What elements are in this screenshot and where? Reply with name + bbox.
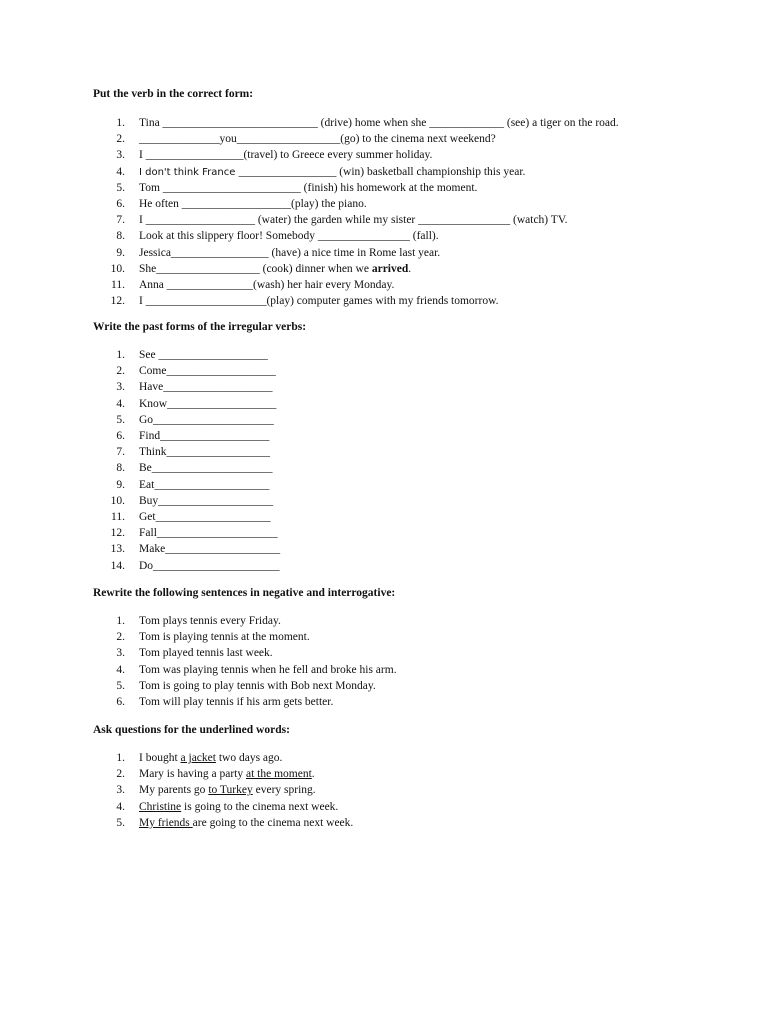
item-number: 2.	[116, 365, 125, 378]
item-number: 8.	[116, 462, 125, 475]
item-text	[139, 525, 278, 541]
text-segment: He often ___________________(play) the piano.	[139, 198, 367, 210]
item-number: 5.	[116, 679, 125, 692]
item-text	[139, 766, 315, 782]
item-number: 3.	[116, 784, 125, 797]
text-segment: I bought	[139, 752, 181, 764]
text-segment: I ___________________ (water) the garden while my sister ________________ (watch) TV.	[139, 214, 568, 227]
text-segment: Jessica_________________ (have) a nice time in Rome last year.	[139, 246, 441, 259]
text-segment: Do______________________	[139, 559, 280, 572]
item-text	[139, 164, 525, 181]
text-segment: ______________you__________________(go) to the cinema next weekend?	[139, 133, 496, 146]
text-segment: Come___________________	[139, 365, 276, 378]
item-text	[139, 750, 282, 766]
item-number: 14.	[110, 559, 125, 572]
text-segment: Tom was playing tennis when he fell and broke his arm.	[139, 663, 397, 676]
item-number: 6.	[116, 696, 125, 708]
item-text	[139, 460, 273, 476]
bold-word: arrived	[371, 262, 409, 275]
text-segment: Be_____________________	[139, 462, 273, 475]
underlined-phrase: at the moment	[246, 768, 312, 781]
item-text	[139, 196, 367, 212]
text-segment: Tom played tennis last week.	[139, 647, 273, 660]
item-text	[139, 799, 338, 815]
section-heading-ask-questions: Ask questions for the underlined words:	[93, 724, 290, 736]
text-segment: My parents go	[139, 784, 209, 797]
text-segment: every spring.	[252, 784, 316, 797]
item-text	[139, 428, 269, 444]
item-text	[139, 782, 316, 798]
item-text	[139, 541, 280, 557]
item-number: 2.	[116, 631, 125, 644]
item-number: 1.	[116, 615, 125, 627]
item-text	[139, 412, 274, 428]
item-text	[139, 509, 271, 525]
item-text	[139, 115, 619, 131]
item-number: 4.	[116, 800, 125, 813]
item-text	[139, 212, 568, 228]
item-text	[139, 678, 376, 694]
item-number: 10.	[110, 262, 125, 275]
item-text	[139, 477, 269, 493]
item-text	[139, 662, 397, 678]
item-number: 1.	[116, 117, 125, 129]
item-number: 2.	[116, 768, 125, 781]
item-text	[139, 379, 273, 395]
item-text	[139, 694, 333, 710]
item-number: 12.	[110, 295, 125, 308]
item-number: 11.	[111, 279, 125, 291]
text-segment: Tom is playing tennis at the moment.	[139, 631, 310, 644]
item-number: 5.	[116, 181, 125, 194]
item-number: 5.	[116, 816, 125, 829]
text-segment: Eat____________________	[139, 478, 270, 491]
text-segment: Tina ___________________________ (drive) home when she _____________ (see) a tiger on the road.	[139, 117, 619, 129]
text-segment: See ___________________	[139, 349, 268, 361]
text-segment: She__________________ (cook) dinner when we	[139, 262, 372, 275]
item-text	[139, 293, 499, 309]
item-number: 2.	[116, 133, 125, 146]
item-text	[139, 347, 268, 363]
text-segment: I don't think France	[139, 166, 239, 178]
text-segment: Think__________________	[139, 446, 270, 459]
text-segment: Anna _______________(wash) her hair every Monday.	[139, 279, 395, 291]
item-number: 4.	[116, 397, 125, 410]
text-segment: Tom ________________________ (finish) his homework at the moment.	[139, 181, 478, 194]
text-segment: Know___________________	[139, 397, 277, 410]
item-text	[139, 815, 353, 831]
text-segment: Have___________________	[139, 381, 273, 394]
item-text	[139, 245, 440, 261]
item-number: 11.	[111, 511, 125, 523]
item-number: 12.	[110, 527, 125, 540]
item-text	[139, 629, 310, 645]
item-number: 3.	[116, 647, 125, 660]
item-number: 9.	[116, 246, 125, 259]
text-segment: .	[408, 262, 412, 275]
item-text	[139, 180, 477, 196]
item-text	[139, 147, 432, 163]
text-segment: two days ago.	[215, 752, 283, 764]
item-text	[139, 277, 394, 293]
text-segment: I _________________(travel) to Greece every summer holiday.	[139, 149, 433, 162]
item-number: 13.	[110, 543, 125, 556]
item-text	[139, 558, 280, 574]
text-segment: Buy____________________	[139, 494, 274, 507]
item-text	[139, 613, 281, 629]
item-number: 9.	[116, 478, 125, 491]
item-number: 6.	[116, 430, 125, 442]
section-heading-verb-form: Put the verb in the correct form:	[93, 88, 254, 100]
item-number: 4.	[116, 165, 125, 178]
text-segment: Get____________________	[139, 511, 271, 523]
item-number: 4.	[116, 663, 125, 676]
underlined-phrase: Christine	[139, 800, 182, 813]
underlined-phrase: to Turkey	[208, 784, 253, 797]
text-segment: Tom will play tennis if his arm gets better.	[139, 696, 334, 708]
text-segment: Fall_____________________	[139, 527, 278, 540]
text-segment: .	[311, 768, 315, 781]
text-segment: _________________ (win) basketball championship this year.	[238, 165, 526, 178]
item-number: 5.	[116, 413, 125, 426]
item-number: 7.	[116, 214, 125, 227]
text-segment: Go_____________________	[139, 413, 274, 426]
text-segment: Mary is having a party	[139, 768, 246, 781]
item-number: 3.	[116, 381, 125, 394]
section-heading-negative-interrogative: Rewrite the following sentences in negative and interrogative:	[93, 587, 396, 599]
item-text	[139, 493, 273, 509]
item-text	[139, 228, 439, 244]
item-number: 1.	[116, 349, 125, 361]
section-heading-irregular-verbs: Write the past forms of the irregular verbs:	[93, 321, 307, 333]
item-text	[139, 261, 411, 277]
underlined-phrase: a jacket	[180, 752, 216, 764]
underlined-phrase: My friends	[139, 816, 193, 829]
item-number: 8.	[116, 230, 125, 243]
item-text	[139, 396, 276, 412]
item-number: 3.	[116, 149, 125, 162]
text-segment: Tom plays tennis every Friday.	[139, 615, 281, 627]
text-segment: Tom is going to play tennis with Bob next Monday.	[139, 679, 376, 692]
text-segment: Make____________________	[139, 543, 281, 556]
item-text	[139, 131, 496, 147]
item-number: 7.	[116, 446, 125, 459]
item-number: 10.	[110, 494, 125, 507]
item-number: 6.	[116, 198, 125, 210]
text-segment: Look at this slippery floor! Somebody ________________ (fall).	[139, 230, 439, 243]
text-segment: Find___________________	[139, 430, 270, 442]
item-text	[139, 363, 276, 379]
text-segment: are going to the cinema next week.	[192, 816, 354, 829]
item-text	[139, 645, 273, 661]
item-number: 1.	[116, 752, 125, 764]
text-segment: is going to the cinema next week.	[181, 800, 339, 813]
text-segment: I _____________________(play) computer games with my friends tomorrow.	[139, 295, 499, 308]
item-text	[139, 444, 270, 460]
